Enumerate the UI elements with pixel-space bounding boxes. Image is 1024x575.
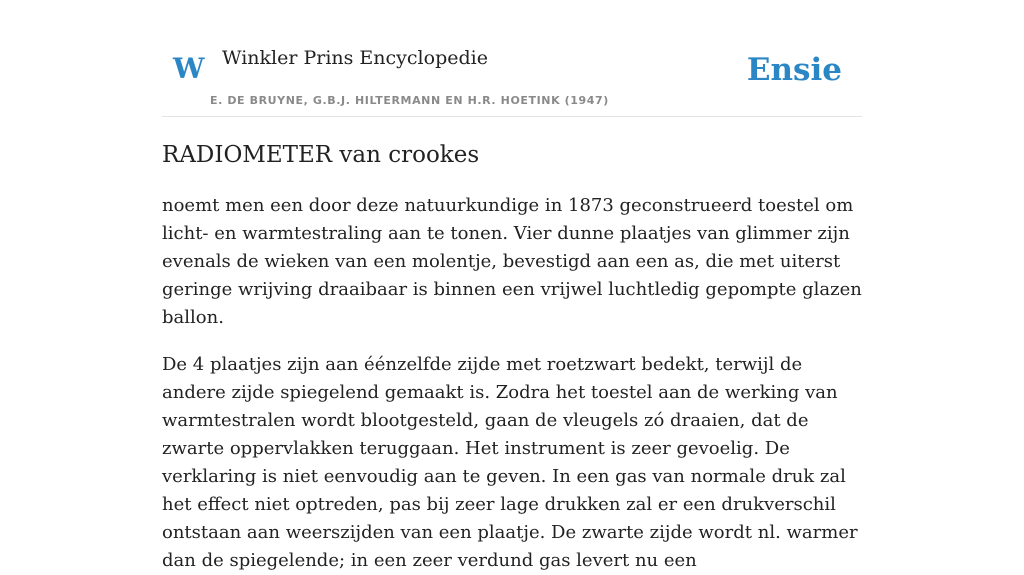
page-header	[162, 0, 862, 117]
source-authors: E. DE BRUYNE, G.B.J. HILTERMANN EN H.R. HOETINK (1947)	[210, 94, 609, 107]
article	[162, 138, 862, 575]
brand-logo[interactable]: Ensie	[746, 52, 842, 88]
article-paragraph: noemt men een door deze natuurkundige in 1873 geconstrueerd toestel om licht- en warmtestraling aan te tonen. Vier dunne plaatjes van glimmer zijn evenals de wieken van een molentje, bevestigd aan een as, die met uiterst geringe wrijving draaibaar is binnen een vrijwel luchtledig gepompte glazen ballon.	[162, 195, 862, 328]
source-logo[interactable]: W	[173, 52, 205, 85]
article-title: RADIOMETER van crookes	[162, 142, 480, 168]
article-paragraph: De 4 plaatjes zijn aan éénzelfde zijde met roetzwart bedekt, terwijl de andere zijde spiegelend gemaakt is. Zodra het toestel aan de werking van warmtestralen wordt blootgesteld, gaan de vleugels zó draaien, dat de zwarte oppervlakken teruggaan. Het instrument is zeer gevoelig. De verklaring is niet eenvoudig aan te geven. In een gas van normale druk zal het effect niet optreden, pas bij zeer lage drukken zal er een drukverschil ontstaan aan weerszijden van een plaatje. De zwarte zijde wordt nl. warmer dan de spiegelende; in een zeer verdund gas levert nu een	[162, 354, 858, 571]
source-title[interactable]: Winkler Prins Encyclopedie	[222, 47, 488, 69]
